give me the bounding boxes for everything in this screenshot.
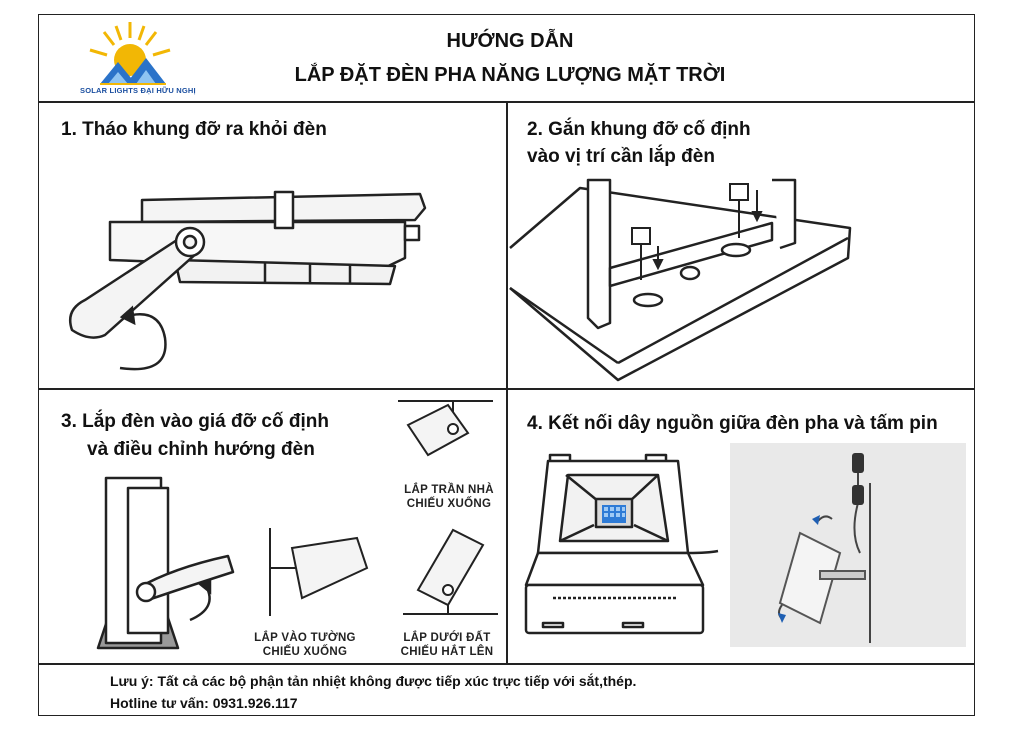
- step4-title: 4. Kết nối dây nguồn giữa đèn pha và tấm pin: [527, 413, 938, 434]
- rotate-arrow-icon: [120, 308, 165, 369]
- ceiling-caption-line2: CHIẾU XUỐNG: [406, 498, 492, 510]
- mounting-bracket-icon: [510, 180, 850, 380]
- step3-title-line1: 3. Lắp đèn vào giá đỡ cố định: [61, 411, 329, 432]
- floodlight-front-illustration: [518, 453, 728, 643]
- floor-mount-illustration: [398, 520, 508, 620]
- wall-caption-line1: LẮP VÀO TƯỜNG: [254, 632, 356, 644]
- ceiling-caption-line1: LẮP TRẦN NHÀ: [404, 484, 494, 496]
- footer-note: Lưu ý: Tất cả các bộ phận tản nhiệt không được tiếp xúc trực tiếp với sắt,thép.: [110, 673, 637, 689]
- floor-caption-line1: LẮP DƯỚI ĐẤT: [403, 632, 491, 644]
- step2-title-line1: 2. Gắn khung đỡ cố định: [527, 119, 751, 140]
- step2-title-line2: vào vị trí cần lắp đèn: [527, 146, 715, 167]
- step1-illustration: [60, 160, 440, 380]
- wall-mount-illustration: [262, 528, 377, 618]
- floor-caption-line2: CHIẾU HẮT LÊN: [400, 646, 494, 658]
- step3-title-line2: và điều chỉnh hướng đèn: [87, 439, 315, 460]
- title-line1: HƯỚNG DẪN: [446, 30, 574, 52]
- logo-text: SOLAR LIGHTS ĐẠI HỮU NGHỊ: [80, 86, 196, 95]
- led-chip-icon: [602, 505, 626, 523]
- sun-icon: [90, 22, 170, 76]
- step2-illustration: [510, 168, 870, 388]
- footer-hotline: Hotline tư vấn: 0931.926.117: [110, 695, 298, 711]
- step3-main-illustration: [78, 468, 238, 658]
- cable-connection-photo: [730, 443, 966, 647]
- step1-title: 1. Tháo khung đỡ ra khỏi đèn: [61, 119, 327, 140]
- footer-divider: [38, 663, 975, 665]
- title-line2: LẮP ĐẶT ĐÈN PHA NĂNG LƯỢNG MẶT TRỜI: [294, 64, 726, 86]
- ceiling-mount-illustration: [393, 395, 503, 475]
- wall-caption-line2: CHIẾU XUỐNG: [262, 646, 348, 658]
